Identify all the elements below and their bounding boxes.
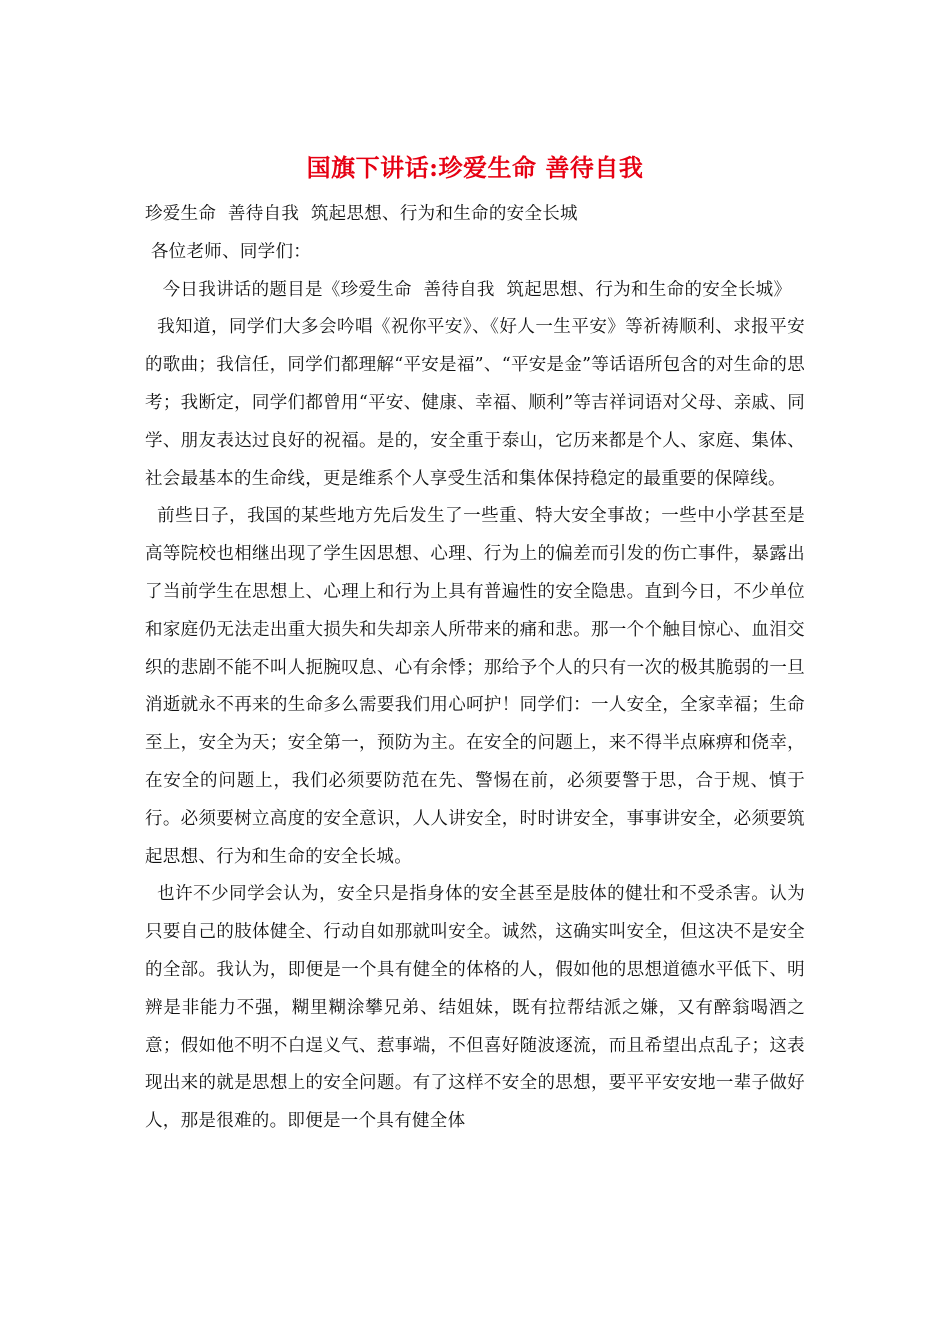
greeting-paragraph: 各位老师、同学们： — [145, 241, 312, 262]
document-body — [145, 196, 805, 1141]
subtitle-paragraph: 珍爱生命 善待自我 筑起思想、行为和生命的安全长城 — [145, 204, 578, 224]
body-paragraph: 也许不少同学会认为，安全只是指身体的安全甚至是肢体的健壮和不受杀害。认为只要自己的肢体健全、行动自如那就叫安全。诚然，这确实叫安全，但这决不是安全的全部。我认为，即便是一个具有健全的体格的人，假如他的思想道德水平低下、明辨是非能力不强，糊里糊涂攀兄弟、结姐妹，既有拉帮结派之嫌，又有醉翁喝酒之意；假如他不明不白逞义气、惹事端，不但喜好随波逐流，而且希望出点乱子；这表现出来的就是思想上的安全问题。有了这样不安全的思想，要平平安安地一辈子做好人，那是很难的。即便是一个具有健全体 — [145, 884, 806, 1132]
document-title: 国旗下讲话:珍爱生命 善待自我 — [306, 153, 644, 182]
topic-paragraph: 今日我讲话的题目是《珍爱生命 善待自我 筑起思想、行为和生命的安全长城》 — [145, 279, 792, 300]
body-paragraph: 我知道，同学们大多会吟唱《祝你平安》、《好人一生平安》等祈祷顺利、求报平安的歌曲；我信任，同学们都理解“平安是福”、“平安是金”等话语所包含的对生命的思考；我断定，同学们都曾用“平安、健康、幸福、顺利”等吉祥词语对父母、亲戚、同学、朋友表达过良好的祝福。是的，安全重于泰山，它历来都是个人、家庭、集体、社会最基本的生命线，更是维系个人享受生活和集体保持稳定的最重要的保障线。 — [145, 317, 805, 489]
body-paragraph: 前些日子，我国的某些地方先后发生了一些重、特大安全事故；一些中小学甚至是高等院校也相继出现了学生因思想、心理、行为上的偏差而引发的伤亡事件，暴露出了当前学生在思想上、心理上和行为上具有普遍性的安全隐患。直到今日，不少单位和家庭仍无法走出重大损失和失却亲人所带来的痛和悲。那一个个触目惊心、血泪交织的悲剧不能不叫人扼腕叹息、心有余悸；那给予个人的只有一次的极其脆弱的一旦消逝就永不再来的生命多么需要我们用心呵护！同学们：一人安全，全家幸福；生命至上，安全为天；安全第一，预防为主。在安全的问题上，来不得半点麻痹和侥幸，在安全的问题上，我们必须要防范在先、警惕在前，必须要警于思，合于规、慎于行。必须要树立高度的安全意识，人人讲安全，时时讲安全，事事讲安全，必须要筑起思想、行为和生命的安全长城。 — [145, 506, 806, 867]
